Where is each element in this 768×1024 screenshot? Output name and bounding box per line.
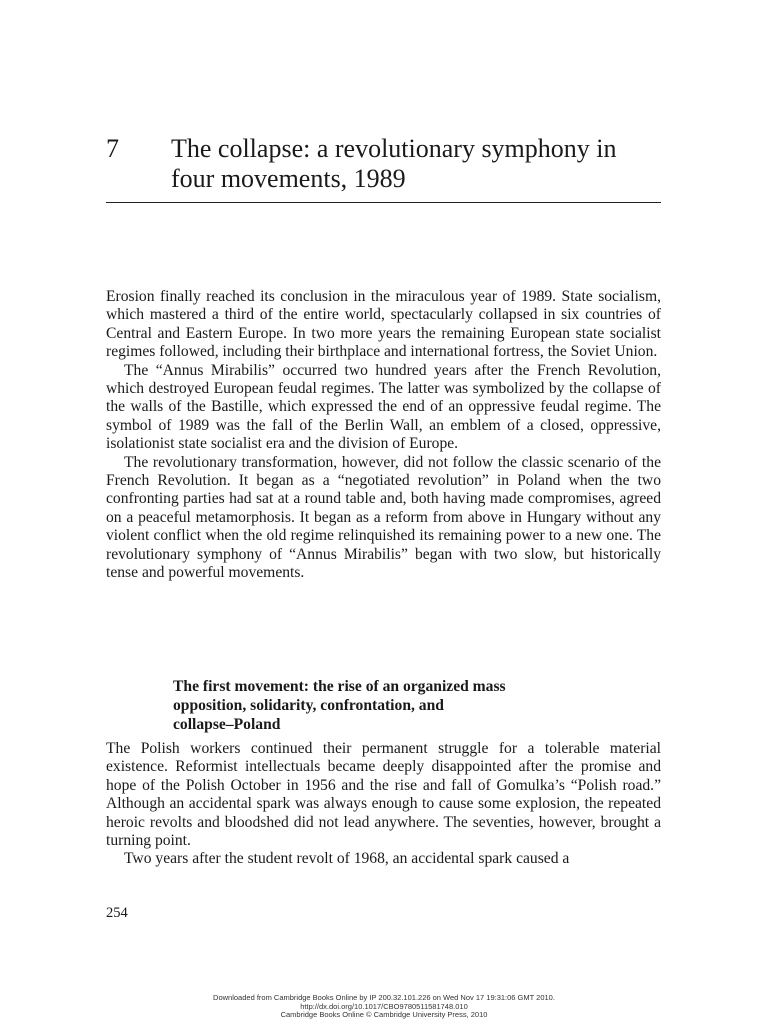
page-number: 254 <box>106 905 128 921</box>
footer-line-3: Cambridge Books Online © Cambridge University Press, 2010 <box>280 1010 488 1020</box>
section-heading-line-1: The first movement: the rise of an organized mass <box>173 678 506 695</box>
footer-doi-link[interactable]: http://dx.doi.org/10.1017/CBO9780511581748.010 <box>300 1001 468 1011</box>
chapter-title <box>171 134 671 194</box>
title-rule <box>106 202 661 203</box>
intro-text <box>106 288 661 583</box>
section-heading-line-3: collapse–Poland <box>173 716 281 733</box>
chapter-title-line-2: four movements, 1989 <box>171 164 406 193</box>
paragraph: The revolutionary transformation, however, did not follow the classic scenario of the French Revolution. It began as a “negotiated revolution” in Poland when the two confronting parties had sat at a round table and, both having made compromises, agreed on a peaceful metamorphosis. It began as a reform from above in Hungary without any violent conflict when the old regime relinquished its remaining power to a new one. The revolutionary symphony of “Annus Mirabilis” began with two slow, but historically tense and powerful movements. <box>106 453 661 582</box>
section-text <box>106 740 661 869</box>
footer-line-1: Downloaded from Cambridge Books Online by IP 200.32.101.226 on Wed Nov 17 19:31:06 GMT 2010. <box>213 993 555 1002</box>
chapter-title-line-1: The collapse: a revolutionary symphony in <box>171 134 617 163</box>
section-heading-line-2: opposition, solidarity, confrontation, and <box>173 697 444 714</box>
paragraph: Two years after the student revolt of 1968, an accidental spark caused a <box>124 850 570 868</box>
paragraph: Erosion finally reached its conclusion in the miraculous year of 1989. State socialism, which mastered a third of the entire world, spectacularly collapsed in six countries of Central and Eastern Europe. In two more years the remaining European state socialist regimes followed, including their birthplace and international fortress, the Soviet Union. <box>106 288 661 361</box>
paragraph: The Polish workers continued their permanent struggle for a tolerable material existence. Reformist intellectuals became deeply disappointed after the promise and hope of the Polish October in 1956 and the rise and fall of Gomulka’s “Polish road.” Although an accidental spark was always enough to cause some explosion, the repeated heroic revolts and bloodshed did not lead anywhere. The seventies, however, brought a turning point. <box>106 740 661 850</box>
paragraph: The “Annus Mirabilis” occurred two hundred years after the French Revolution, which destroyed European feudal regimes. The latter was symbolized by the collapse of the walls of the Bastille, which expressed the end of an oppressive feudal regime. The symbol of 1989 was the fall of the Berlin Wall, an emblem of a closed, oppressive, isolationist state socialist era and the division of Europe. <box>106 361 661 453</box>
download-footer <box>0 994 768 1020</box>
section-heading <box>173 677 643 734</box>
chapter-number: 7 <box>106 134 119 163</box>
